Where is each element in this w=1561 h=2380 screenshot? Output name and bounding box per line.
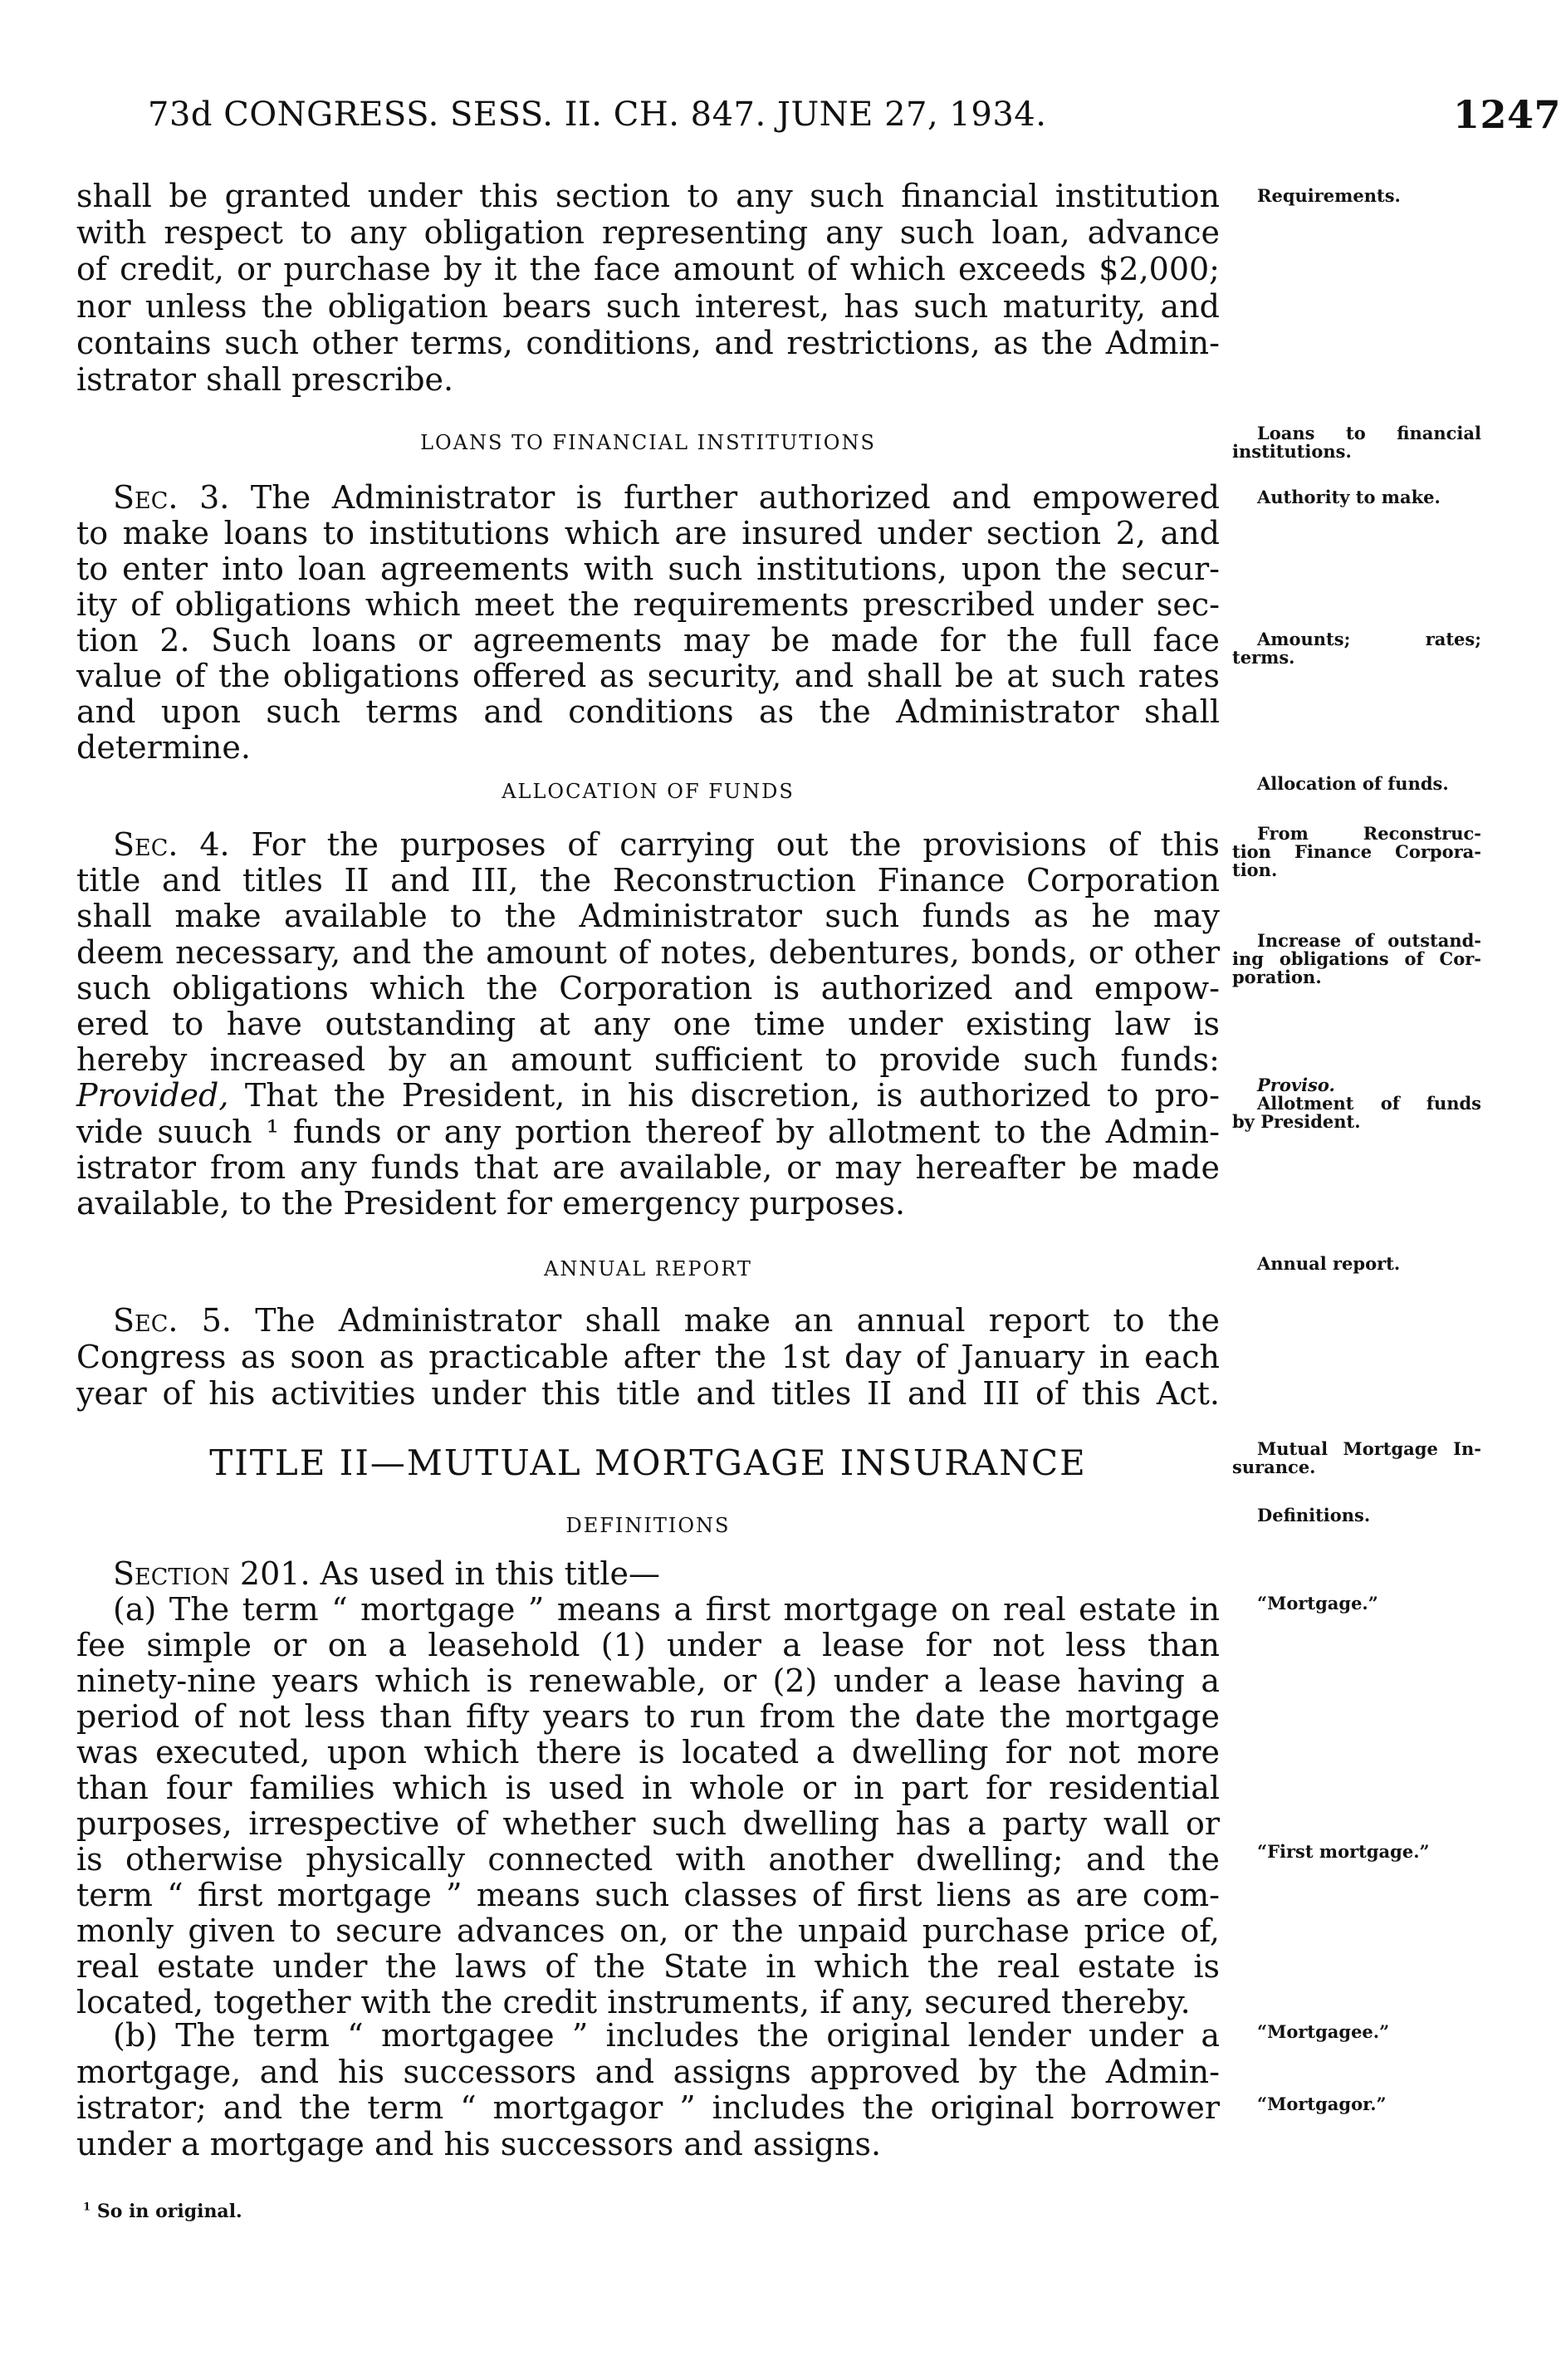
margin-note-line: “Mortgagor.” (1257, 2094, 1387, 2114)
line-text: term “ first mortgage ” means such classes of first liens as are com- (76, 1877, 1220, 1913)
line-text: 3. The Administrator is further authorized and empowered (178, 479, 1220, 516)
text-line (76, 1984, 1220, 2020)
line-text: to make loans to institutions which are insured under section 2, and (76, 515, 1220, 551)
text-line (76, 1805, 1220, 1842)
text-line (76, 1663, 1220, 1699)
margin-note-line: “First mortgage.” (1257, 1841, 1430, 1862)
line-text: hereby increased by an amount sufficient to provide such funds: (76, 1041, 1220, 1079)
line-text: purposes, irrespective of whether such dwelling has a party wall or (76, 1805, 1220, 1842)
text-line (76, 1770, 1220, 1806)
line-text: deem necessary, and the amount of notes, debentures, bonds, or other (76, 933, 1220, 971)
line-text: istrator from any funds that are available, or may hereafter be made (76, 1148, 1220, 1186)
section-lead: Sec. (113, 1302, 179, 1339)
margin-note-line: Mutual Mortgage In- (1257, 1438, 1481, 1459)
line-text: such obligations which the Corporation is authorized and empow- (76, 969, 1220, 1006)
footnote-marker: 1 (83, 2201, 91, 2214)
text-line (76, 361, 1220, 398)
heading-annual-report: ANNUAL REPORT (544, 1257, 752, 1281)
line-text: available, to the President for emergency purposes. (76, 1185, 906, 1222)
line-text: and upon such terms and conditions as the Administrator shall (76, 693, 1220, 730)
line-text: to enter into loan agreements with such institutions, upon the secur- (76, 551, 1220, 587)
line-text: title and titles II and III, the Reconstruction Finance Corporation (76, 862, 1220, 899)
heading-allocation: ALLOCATION OF FUNDS (502, 780, 795, 803)
line-text: period of not less than fifty years to run from the date the mortgage (76, 1698, 1220, 1735)
line-text: under a mortgage and his successors and assigns. (76, 2125, 882, 2162)
text-line (76, 1841, 1220, 1878)
margin-note-line: tion. (1232, 859, 1278, 880)
line-text: with respect to any obligation representing any such loan, advance (76, 214, 1220, 252)
text-line (76, 658, 1220, 694)
text-line (76, 1948, 1220, 1985)
line-text: ered to have outstanding at any one time under existing law is (76, 1006, 1220, 1042)
heading-loans: LOANS TO FINANCIAL INSTITUTIONS (420, 431, 876, 454)
line-text: contains such other terms, conditions, and restrictions, as the Admin- (76, 324, 1220, 361)
text-line (76, 1627, 1220, 1663)
line-text: year of his activities under this title and titles II and III of this Act. (76, 1375, 1220, 1412)
margin-note-line: terms. (1232, 647, 1295, 668)
line-text: nor unless the obligation bears such interest, has such maturity, and (76, 287, 1220, 325)
text-line (76, 622, 1220, 659)
line-text: shall make available to the Administrator such funds as he may (76, 898, 1220, 935)
section-lead: Sec. (113, 479, 179, 516)
margin-note-line: by President. (1232, 1111, 1361, 1132)
proviso-word: Provided, (76, 1077, 229, 1114)
line-text: vide suuch ¹ funds or any portion thereof by allotment to the Admin- (76, 1113, 1220, 1150)
text-line (76, 1041, 1220, 1078)
text-line (76, 1912, 1220, 1949)
text-line (76, 1185, 1220, 1222)
text-line (76, 693, 1220, 730)
text-line (76, 970, 1220, 1006)
text-line (113, 1555, 1220, 1592)
text-line (76, 551, 1220, 587)
margin-note-line: institutions. (1232, 441, 1352, 462)
text-line (76, 586, 1220, 623)
line-text: shall be granted under this section to any such financial institution (76, 178, 1220, 214)
margin-note-line: From Reconstruc- (1257, 823, 1481, 844)
line-text: ity of obligations which meet the requirements prescribed under sec- (76, 586, 1220, 623)
line-text: mortgage, and his successors and assigns approved by the Admin- (76, 2053, 1220, 2090)
text-line (76, 2054, 1220, 2090)
margin-note-line: ing obligations of Cor- (1232, 948, 1481, 969)
line-text: is otherwise physically connected with another dwelling; and the (76, 1841, 1220, 1878)
text-line (76, 898, 1220, 934)
line-text: fee simple or on a leasehold (1) under a lease for not less than (76, 1627, 1220, 1663)
margin-note-line: Amounts; rates; (1257, 629, 1481, 649)
margin-note-line: Increase of outstand- (1257, 930, 1481, 951)
margin-note-line: Definitions. (1257, 1505, 1371, 1525)
line-text: istrator; and the term “ mortgagor ” includes the original borrower (76, 2089, 1220, 2126)
text-line (76, 1114, 1220, 1150)
margin-note-line: Authority to make. (1257, 487, 1441, 507)
footnote-text: So in original. (91, 2201, 242, 2222)
text-line (76, 214, 1220, 251)
line-text: Congress as soon as practicable after the 1st day of January in each (76, 1339, 1220, 1375)
text-line (113, 1591, 1220, 1628)
line-text: monly given to secure advances on, or the unpaid purchase price of, (76, 1912, 1220, 1949)
margin-note-line: Allocation of funds. (1257, 773, 1449, 794)
margin-note-line: poration. (1232, 967, 1322, 987)
margin-note-line: surance. (1232, 1457, 1316, 1477)
margin-note-line: Proviso. (1257, 1075, 1335, 1095)
text-line (76, 2089, 1220, 2126)
text-line (113, 826, 1220, 863)
line-text: than four families which is used in whole or in part for residential (76, 1770, 1220, 1806)
page-number: 1247 (1453, 92, 1561, 137)
text-line (113, 479, 1220, 516)
line-text: 201. As used in this title— (229, 1555, 661, 1592)
text-line (76, 288, 1220, 325)
text-line (76, 178, 1220, 214)
line-text: determine. (76, 729, 251, 766)
section-lead: Sec. (113, 826, 179, 863)
line-text: That the President, in his discretion, is authorized to pro- (228, 1077, 1220, 1114)
text-line (76, 1339, 1220, 1375)
title-ii-heading: TITLE II—MUTUAL MORTGAGE INSURANCE (209, 1442, 1087, 1483)
text-line (76, 1077, 1220, 1114)
text-line (76, 1734, 1220, 1770)
text-line (76, 1149, 1220, 1186)
margin-note-line: Loans to financial (1257, 423, 1481, 443)
text-line (76, 1877, 1220, 1913)
line-text: of credit, or purchase by it the face amount of which exceeds $2,000; (76, 251, 1220, 288)
section-lead: Section (113, 1555, 230, 1592)
margin-note-line: “Mortgagee.” (1257, 2021, 1390, 2042)
margin-note-line: “Mortgage.” (1257, 1593, 1378, 1614)
line-text: was executed, upon which there is located a dwelling for not more (76, 1734, 1220, 1770)
margin-note-line: tion Finance Corpora- (1232, 841, 1481, 862)
text-line (113, 1302, 1220, 1339)
running-head: 73d CONGRESS. SESS. II. CH. 847. JUNE 27, 1934. (148, 95, 1047, 134)
text-line (76, 1375, 1220, 1412)
text-line (76, 2126, 1220, 2162)
margin-note-line: Requirements. (1257, 185, 1401, 206)
margin-note-line: Annual report. (1257, 1253, 1401, 1274)
line-text: (b) The term “ mortgagee ” includes the original lender under a (113, 2017, 1220, 2054)
text-line (76, 862, 1220, 899)
text-line (76, 325, 1220, 361)
line-text: 5. The Administrator shall make an annual report to the (178, 1302, 1220, 1339)
margin-note-line: Allotment of funds (1257, 1093, 1481, 1114)
text-line (76, 934, 1220, 971)
text-line (113, 2017, 1220, 2054)
heading-definitions: DEFINITIONS (565, 1514, 731, 1537)
footnote (83, 2201, 242, 2222)
text-line (76, 515, 1220, 551)
line-text: istrator shall prescribe. (76, 361, 454, 398)
line-text: real estate under the laws of the State in which the real estate is (76, 1948, 1220, 1985)
text-line (76, 729, 1220, 766)
text-line (76, 251, 1220, 287)
line-text: 4. For the purposes of carrying out the provisions of this (178, 826, 1220, 863)
line-text: located, together with the credit instruments, if any, secured thereby. (76, 1984, 1191, 2020)
line-text: ninety-nine years which is renewable, or (2) under a lease having a (76, 1663, 1220, 1699)
line-text: (a) The term “ mortgage ” means a first mortgage on real estate in (113, 1591, 1220, 1628)
line-text: tion 2. Such loans or agreements may be made for the full face (76, 622, 1220, 659)
line-text: value of the obligations offered as security, and shall be at such rates (76, 658, 1220, 694)
text-line (76, 1698, 1220, 1735)
text-line (76, 1006, 1220, 1042)
